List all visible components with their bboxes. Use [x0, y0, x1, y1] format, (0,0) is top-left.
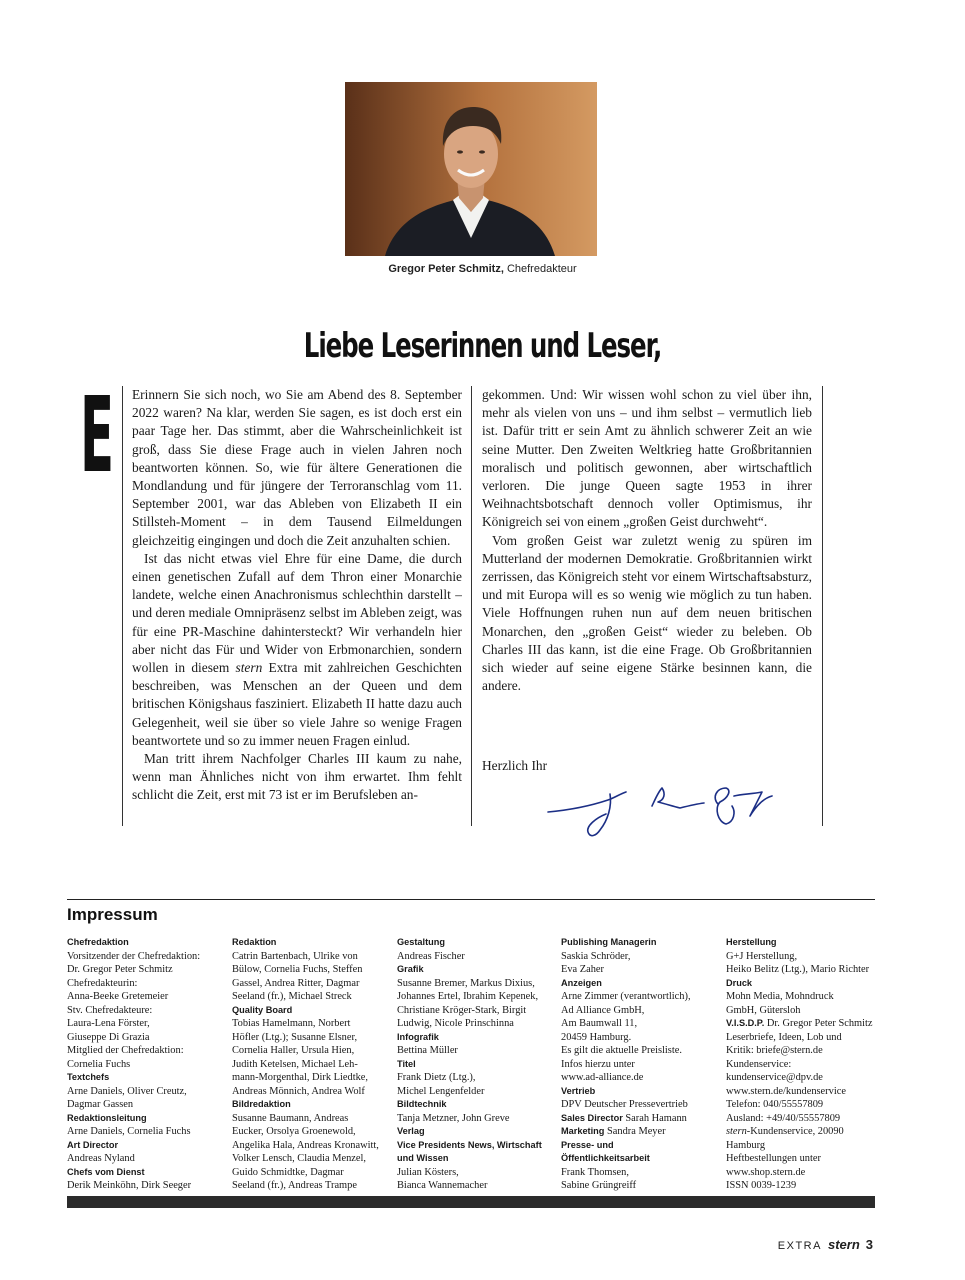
impressum-title: Impressum	[67, 905, 158, 924]
impressum-text: DPV Deutscher Pressevertrieb	[561, 1099, 688, 1110]
impressum-heading: Infografik	[397, 1031, 439, 1042]
impressum-line	[232, 1152, 402, 1166]
impressum-heading: Chefs vom Dienst	[67, 1166, 145, 1177]
impressum-text: Eucker, Orsolya Groenewold,	[232, 1126, 356, 1137]
impressum-text: Chefredakteurin:	[67, 977, 138, 989]
impressum-heading: Grafik	[397, 964, 424, 974]
paragraph: Vom großen Geist war zuletzt wenig zu spüren im Mutterland der modernen Demokratie. Großbritannien wirkt zerrissen, das Königreich steht vor einem Wirtschaftsabsturz, und mit Europa will es so wenig wie möglich zu tun haben. Viele Hoffnungen ruhen nun auf dem neuen britischen Monarchen, den „großen Geist“ wieder zu beleben. Ob Charles III das kann, ist die eine Frage. Ob Großbritannien sich wieder auf seine eigene Stärke besinnen kann, die andere.	[482, 532, 812, 694]
impressum-text: Saskia Schröder,	[561, 950, 631, 962]
impressum-line	[397, 977, 567, 991]
impressum-heading: Redaktion	[232, 937, 277, 947]
impressum-text: ISSN 0039-1239	[726, 1180, 797, 1191]
impressum-line	[561, 990, 731, 1004]
impressum-line	[232, 990, 402, 1004]
impressum-line	[67, 1085, 237, 1099]
impressum-line	[726, 950, 896, 964]
impressum-line	[232, 963, 402, 977]
impressum-text: Dr. Gregor Peter Schmitz	[67, 964, 173, 975]
letter-closing: Herzlich Ihr	[482, 758, 548, 773]
impressum-heading: Anzeigen	[561, 977, 602, 988]
impressum-text: Judith Ketelsen, Michael Leh-	[232, 1058, 358, 1070]
impressum-heading: Öffentlichkeitsarbeit	[561, 1153, 650, 1163]
page-number: 3	[865, 1237, 873, 1252]
impressum-line	[232, 1071, 402, 1085]
impressum-text: Sabine Grüngreiff	[561, 1180, 637, 1191]
impressum-line	[67, 1058, 237, 1072]
impressum-line	[397, 1085, 567, 1099]
impressum-text: GmbH, Gütersloh	[726, 1004, 801, 1016]
footer-section: EXTRA	[777, 1240, 822, 1252]
impressum-line	[561, 1004, 731, 1018]
impressum-text: Dagmar Gassen	[67, 1099, 134, 1110]
impressum-line	[726, 1017, 896, 1031]
impressum-text: Andreas Mönnich, Andrea Wolf	[232, 1085, 365, 1097]
impressum-text: www.ad-alliance.de	[561, 1072, 644, 1083]
letter-headline: Liebe Leserinnen und Leser,	[303, 326, 662, 366]
impressum-text: Tobias Hamelmann, Norbert	[232, 1018, 351, 1029]
impressum-line	[726, 1098, 896, 1112]
impressum-line	[726, 1139, 896, 1153]
impressum-heading: und Wissen	[397, 1153, 449, 1163]
impressum-text: Seeland (fr.), Michael Streck	[232, 991, 352, 1002]
impressum-line	[67, 990, 237, 1004]
impressum-line	[561, 1071, 731, 1085]
impressum-text: Guido Schmidtke, Dagmar	[232, 1166, 344, 1178]
impressum-text: Bülow, Cornelia Fuchs, Steffen	[232, 964, 363, 975]
impressum-column-4	[561, 936, 731, 1193]
impressum-column-1	[67, 936, 237, 1193]
impressum-text: Susanne Bremer, Markus Dixius,	[397, 977, 535, 989]
impressum-line	[561, 1179, 731, 1193]
column-rule-right	[822, 386, 823, 826]
impressum-text: Cornelia Fuchs	[67, 1058, 131, 1070]
impressum-text: Ausland: +49/40/55557809	[726, 1112, 841, 1124]
impressum-line	[67, 1152, 237, 1166]
impressum-line	[232, 1166, 402, 1180]
paragraph: Erinnern Sie sich noch, wo Sie am Abend des 8. September 2022 waren? Na klar, werden Sie sagen, es ist doch erst ein paar Tage her. Das stimmt, aber die Wahrscheinlichkeit ist groß, dass Sie diese Frage auch in vielen Jahren noch beantworten können. So, wie für ältere Generationen die Mondlandung und für jüngere der Terroranschlag vom 11. September 2001, war das Ableben von Elizabeth II ein Stillsteh-Moment – in dem Tausend Eilmeldungen gleichzeitig eingingen und doch die Zeit anzuhalten schien.	[132, 387, 462, 548]
impressum-inline-heading: Marketing	[561, 1126, 605, 1136]
impressum-line	[726, 1112, 896, 1126]
impressum-line	[232, 1031, 402, 1045]
impressum-text: Frank Dietz (Ltg.),	[397, 1072, 476, 1083]
impressum-line	[726, 1152, 896, 1166]
impressum-text: Michel Lengenfelder	[397, 1085, 485, 1097]
impressum-heading: Bildredaktion	[232, 1099, 291, 1109]
impressum-line	[561, 950, 731, 964]
footer-brand: stern	[827, 1237, 860, 1252]
impressum-line	[726, 1166, 896, 1180]
impressum-line	[397, 1071, 567, 1085]
impressum-text: Arne Daniels, Oliver Creutz,	[67, 1085, 187, 1097]
impressum-heading: Gestaltung	[397, 937, 445, 947]
impressum-line	[397, 1044, 567, 1058]
impressum-text: Mitglied der Chefredaktion:	[67, 1045, 184, 1056]
impressum-line	[397, 1017, 567, 1031]
signature-image	[540, 776, 790, 846]
impressum-line	[232, 1139, 402, 1153]
impressum-text: Andreas Fischer	[397, 950, 465, 962]
impressum-line	[67, 963, 237, 977]
impressum-line	[561, 1112, 731, 1126]
impressum-text: Christiane Kröger-Stark, Birgit	[397, 1004, 527, 1016]
impressum-heading: Textchefs	[67, 1072, 110, 1082]
impressum-bottom-bar	[67, 1196, 875, 1208]
impressum-heading: Vertrieb	[561, 1085, 596, 1096]
impressum-text: Es gilt die aktuelle Preisliste.	[561, 1045, 682, 1056]
impressum-text: mann-Morgenthal, Dirk Liedtke,	[232, 1072, 369, 1083]
paragraph: gekommen. Und: Wir wissen wohl schon zu viel über ihn, mehr als vielen von uns – und ihm selbst – vermutlich lieb ist. Dafür tritt er sein Amt zu ähnlich schwerer Zeit an wie seine Mutter. Den Zweiten Weltkrieg hatte Großbritannien moralisch und politisch gewonnen, aber wirtschaftlich verloren. Die junge Queen sagte 1953 in ihrer Weihnachtsbotschaft dennoch voller Optimismus, ihr Königreich sei von einem „großen Geist durchweht“.	[482, 387, 812, 530]
impressum-line	[232, 1017, 402, 1031]
impressum-line	[726, 963, 896, 977]
impressum-heading: Vice Presidents News, Wirtschaft	[397, 1139, 542, 1150]
impressum-text: Arne Daniels, Cornelia Fuchs	[67, 1126, 191, 1137]
impressum-text: Julian Kösters,	[397, 1166, 459, 1178]
column-rule-middle	[471, 386, 472, 826]
brand-mention: stern	[235, 660, 263, 676]
impressum-inline-heading: V.I.S.D.P.	[726, 1018, 765, 1028]
impressum-text: Stv. Chefredakteure:	[67, 1004, 153, 1016]
impressum-line	[726, 1058, 896, 1072]
impressum-text: Arne Zimmer (verantwortlich),	[561, 991, 691, 1002]
impressum-line	[561, 1098, 731, 1112]
impressum-text: Bettina Müller	[397, 1045, 458, 1056]
impressum-text: Derik Meinköhn, Dirk Seeger	[67, 1180, 192, 1191]
impressum-text: Gassel, Andrea Ritter, Dagmar	[232, 977, 360, 989]
impressum-heading: Bildtechnik	[397, 1099, 447, 1109]
impressum-line	[67, 1098, 237, 1112]
impressum-text: -Kundenservice, 20090	[746, 1126, 844, 1137]
impressum-line	[726, 1031, 896, 1045]
impressum-text: Johannes Ertel, Ibrahim Kepenek,	[397, 991, 539, 1002]
impressum-text: Sandra Meyer	[604, 1126, 666, 1137]
impressum-line	[232, 950, 402, 964]
impressum-line	[232, 1112, 402, 1126]
impressum-line	[232, 977, 402, 991]
impressum-line	[232, 1125, 402, 1139]
impressum-text: Andreas Nyland	[67, 1153, 135, 1164]
impressum-line	[561, 963, 731, 977]
impressum-text: www.stern.de/kundenservice	[726, 1085, 846, 1097]
impressum-inline-heading: Sales Director	[561, 1112, 623, 1123]
impressum-line	[67, 1044, 237, 1058]
impressum-line	[726, 1125, 896, 1139]
impressum-line	[561, 1044, 731, 1058]
impressum-rule	[67, 899, 875, 900]
impressum-line	[67, 1125, 237, 1139]
impressum-line	[232, 1058, 402, 1072]
impressum-heading: Druck	[726, 977, 753, 988]
impressum-text: Catrin Bartenbach, Ulrike von	[232, 950, 358, 962]
impressum-line	[397, 1112, 567, 1126]
impressum-line	[561, 1031, 731, 1045]
impressum-line	[726, 1179, 896, 1193]
impressum-line	[561, 1125, 731, 1139]
impressum-line	[726, 1044, 896, 1058]
editor-portrait	[345, 82, 597, 256]
impressum-text: kundenservice@dpv.de	[726, 1072, 823, 1083]
paragraph: Ist das nicht etwas viel Ehre für eine Dame, die durch einen genetischen Zufall auf dem Thron einer Monarchie landete, welche einen Anachronismus schlechthin darstellt – und deren mediale Omnipräsenz selbst im Ableben zeigt, was für eine PR-Maschine dahintersteckt? Wir verhandeln hier aber nicht das Für und Wider von Erbmonarchien, sondern wollen in diesem stern Extra mit zahlreichen Geschichten beschreiben, was Menschen an der Queen und dem britischen Königshaus fasziniert. Elizabeth II hatte dazu auch Gelegenheit, weil sie über so viele Jahre so wenige Fragen beantwortete und so zu immer neuen Fragen einlud.	[132, 550, 462, 748]
impressum-text: Ludwig, Nicole Prinschinna	[397, 1018, 514, 1029]
impressum-heading: Redaktionsleitung	[67, 1112, 147, 1123]
impressum-column-3	[397, 936, 567, 1193]
impressum-line	[397, 990, 567, 1004]
impressum-text: Volker Lensch, Claudia Menzel,	[232, 1153, 366, 1164]
impressum-column-2	[232, 936, 402, 1193]
impressum-line	[397, 1179, 567, 1193]
photo-caption	[0, 263, 965, 275]
impressum-text: Angelika Hala, Andreas Kronawitt,	[232, 1139, 379, 1151]
impressum-text: Sarah Hamann	[622, 1112, 687, 1124]
impressum-text: Seeland (fr.), Andreas Trampe	[232, 1180, 357, 1191]
impressum-text: Leserbriefe, Ideen, Lob und	[726, 1031, 842, 1043]
impressum-line	[726, 1004, 896, 1018]
impressum-text: Giuseppe Di Grazia	[67, 1031, 150, 1043]
impressum-line	[726, 990, 896, 1004]
impressum-text: Kundenservice:	[726, 1058, 792, 1070]
impressum-heading: Titel	[397, 1058, 416, 1069]
paragraph: Man tritt ihrem Nachfolger Charles III kaum zu nahe, wenn man Ähnliches nicht von ihm erwartet. Ihm fehlt schlicht die Zeit, erst mit 73 ist er im Berufsleben an-	[132, 751, 462, 803]
impressum-heading: Chefredaktion	[67, 937, 129, 947]
impressum-line	[67, 977, 237, 991]
caption-role: Chefredakteur	[503, 263, 577, 275]
impressum-text: Kritik: briefe@stern.de	[726, 1045, 823, 1056]
impressum-text: Eva Zaher	[561, 964, 604, 975]
impressum-text: Heiko Belitz (Ltg.), Mario Richter	[726, 964, 870, 975]
impressum-line	[397, 1166, 567, 1180]
caption-name: Gregor Peter Schmitz,	[388, 263, 504, 275]
impressum-heading: Presse- und	[561, 1139, 614, 1150]
impressum-text: Heftbestellungen unter	[726, 1153, 821, 1164]
impressum-line	[561, 1058, 731, 1072]
impressum-line	[67, 1179, 237, 1193]
impressum-line	[726, 1071, 896, 1085]
impressum-line	[232, 1179, 402, 1193]
page-footer	[778, 1237, 873, 1252]
impressum-text: Anna-Beeke Gretemeier	[67, 991, 169, 1002]
impressum-line	[726, 1085, 896, 1099]
impressum-line	[67, 950, 237, 964]
impressum-text: Cornelia Haller, Ursula Hien,	[232, 1045, 355, 1056]
impressum-text: www.shop.stern.de	[726, 1166, 806, 1178]
impressum-heading: Art Director	[67, 1139, 119, 1150]
letter-column-right	[482, 386, 812, 716]
drop-cap: E	[80, 374, 115, 496]
impressum-line	[67, 1031, 237, 1045]
portrait-illustration	[345, 82, 597, 256]
impressum-line	[397, 1004, 567, 1018]
impressum-text: Am Baumwall 11,	[561, 1018, 638, 1029]
impressum-text: Bianca Wannemacher	[397, 1180, 488, 1191]
impressum-text: Frank Thomsen,	[561, 1166, 629, 1178]
impressum-line	[561, 1166, 731, 1180]
impressum-text: Mohn Media, Mohndruck	[726, 991, 834, 1002]
impressum-line	[67, 1017, 237, 1031]
impressum-text: Dr. Gregor Peter Schmitz	[764, 1018, 873, 1029]
column-rule-left	[122, 386, 123, 826]
impressum-text: Höfler (Ltg.); Susanne Elsner,	[232, 1031, 358, 1043]
impressum-heading: Quality Board	[232, 1004, 293, 1015]
impressum-column-5	[726, 936, 896, 1193]
brand-mention: stern	[726, 1126, 747, 1137]
impressum-text: Ad Alliance GmbH,	[561, 1004, 645, 1016]
impressum-text: Infos hierzu unter	[561, 1058, 635, 1070]
impressum-line	[561, 1017, 731, 1031]
impressum-text: G+J Herstellung,	[726, 950, 798, 962]
impressum-line	[232, 1044, 402, 1058]
impressum-text: Vorsitzender der Chefredaktion:	[67, 950, 201, 962]
impressum-text: Hamburg	[726, 1139, 766, 1151]
impressum-line	[397, 950, 567, 964]
impressum-line	[232, 1085, 402, 1099]
impressum-heading: Publishing Managerin	[561, 937, 657, 947]
impressum-text: Tanja Metzner, John Greve	[397, 1112, 510, 1124]
impressum-text: Susanne Baumann, Andreas	[232, 1112, 349, 1124]
impressum-text: 20459 Hamburg.	[561, 1031, 632, 1043]
impressum-line	[67, 1004, 237, 1018]
letter-column-left	[132, 386, 462, 832]
impressum-text: Laura-Lena Förster,	[67, 1018, 150, 1029]
impressum-text: Telefon: 040/55557809	[726, 1099, 824, 1110]
impressum-heading: Herstellung	[726, 937, 777, 947]
impressum-heading: Verlag	[397, 1126, 425, 1136]
